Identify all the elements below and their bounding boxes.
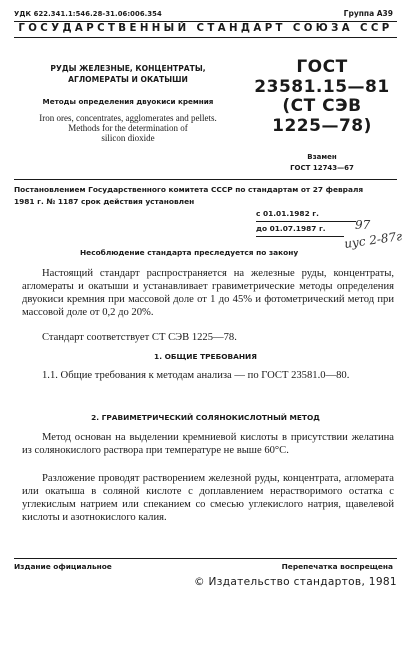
reprint-prohibited-label: Перепечатка воспрещена — [281, 562, 393, 571]
decree-top-rule — [14, 179, 397, 180]
date-underline-2 — [256, 236, 344, 237]
udk-code: УДК 622.341.1:546.28-31.06:006.354 — [14, 10, 162, 18]
standard-banner: ГОСУДАРСТВЕННЫЙ СТАНДАРТ СОЮЗА ССР — [18, 23, 393, 34]
title-ru-line2: АГЛОМЕРАТЫ И ОКАТЫШИ — [68, 75, 188, 84]
gost-line1: ГОСТ — [296, 57, 348, 77]
section-heading-gravimetric: 2. ГРАВИМЕТРИЧЕСКИЙ СОЛЯНОКИСЛОТНЫЙ МЕТОД — [91, 413, 320, 422]
gost-number — [252, 58, 392, 136]
handwritten-annotation-2: иус 2-87г — [343, 229, 403, 251]
title-en-line2: Methods for the determination of — [68, 123, 188, 133]
date-underline-1 — [256, 221, 356, 222]
decree-text: Постановлением Государственного комитета СССР по стандартам от 27 февраля 1981 г. № 1187 срок действия установлен — [14, 185, 364, 206]
method-basis-paragraph: Метод основан на выделении кремниевой кислоты в присутствии желатина из солянокислого раствора при температуре не выше 60°С. — [22, 432, 394, 456]
compliance-paragraph: Стандарт соответствует СТ СЭВ 1225—78. — [42, 332, 237, 343]
title-english — [18, 113, 238, 143]
valid-to-date: до 01.07.1987 г. — [256, 224, 326, 233]
law-notice: Несоблюдение стандарта преследуется по закону — [80, 248, 299, 257]
gost-line4: 1225—78) — [272, 115, 372, 136]
valid-from-date: с 01.01.1982 г. — [256, 209, 319, 218]
general-requirements-paragraph: 1.1. Общие требования к методам анализа — по ГОСТ 23581.0—80. — [42, 370, 350, 381]
official-edition-label: Издание официальное — [14, 562, 112, 571]
title-russian — [18, 63, 238, 85]
gost-line2: 23581.15—81 — [254, 76, 390, 97]
decomposition-paragraph: Разложение проводят растворением железной руды, концентрата, агломерата или окатыша в соляной кислоте с доплавлением нерастворимого остатка с углекислым натрием или спеканием со смесью углекислого натрия, щавелевой кислоты и азотнокислого калия. — [22, 473, 394, 523]
banner-bottom-rule — [14, 37, 397, 38]
section-heading-general: 1. ОБЩИЕ ТРЕБОВАНИЯ — [154, 352, 257, 361]
footer-rule — [14, 558, 397, 559]
handwritten-annotation-1: 97 — [355, 218, 371, 232]
method-title-russian: Методы определения двуокиси кремния — [42, 97, 214, 106]
scope-paragraph: Настоящий стандарт распространяется на железные руды, концентраты, агломераты и окатыши и устанавливает гравиметрические методы определения двуокиси кремния при массовой доле от 1 до 45% и фотометрический метод при массовой доле от 0,2 до 20%. — [22, 268, 394, 318]
copyright-notice: © Издательство стандартов, 1981 — [194, 576, 397, 588]
title-ru-line1: РУДЫ ЖЕЛЕЗНЫЕ, КОНЦЕНТРАТЫ, — [50, 64, 206, 73]
replaces-standard: ГОСТ 12743—67 — [290, 164, 354, 172]
replaces-label: Взамен — [307, 153, 337, 161]
replaces-block — [252, 152, 392, 174]
group-code: Группа А39 — [343, 9, 393, 18]
title-en-line1: Iron ores, concentrates, agglomerates and pellets. — [39, 113, 217, 123]
title-en-line3: silicon dioxide — [101, 133, 155, 143]
gost-line3: (СТ СЭВ — [282, 96, 362, 116]
